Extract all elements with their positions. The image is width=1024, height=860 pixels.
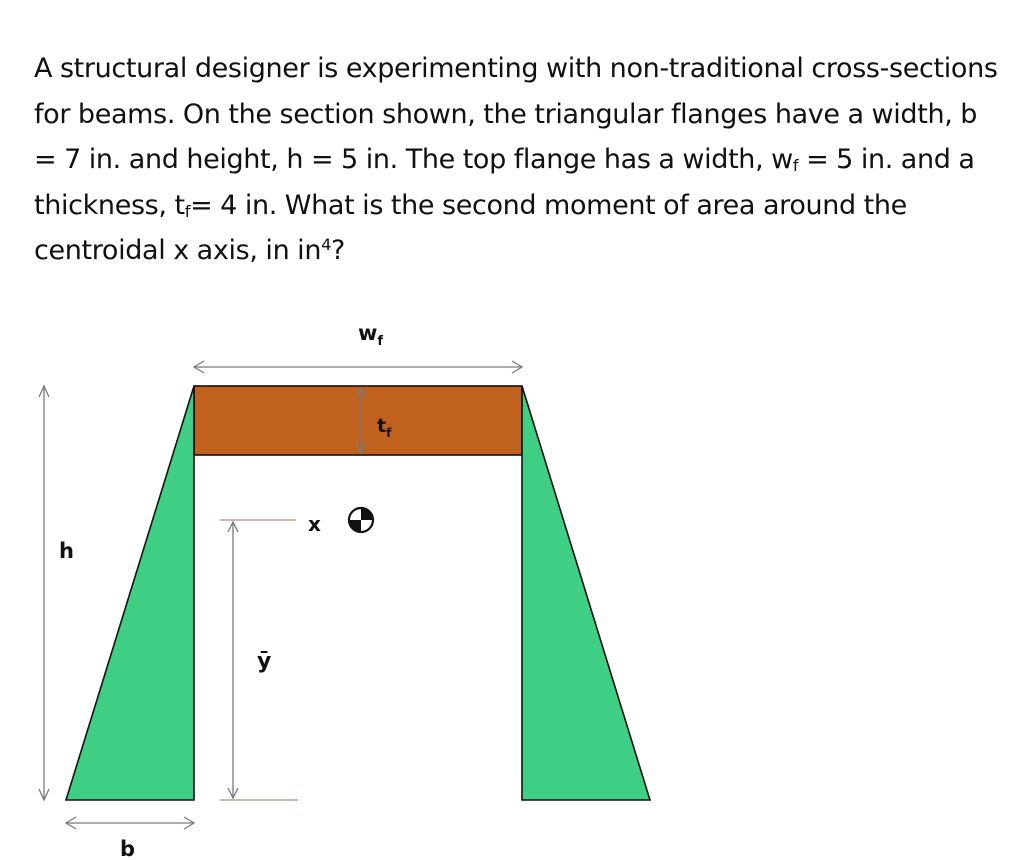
question-part-3: = 4 in. What is the second moment of area around the centroidal x axis, in in: [34, 189, 907, 266]
label-ybar: ȳ: [257, 649, 272, 674]
label-x: x: [308, 512, 321, 536]
h-dimension-arrow: [39, 386, 49, 800]
label-h: h: [59, 539, 74, 563]
question-part-4: ?: [331, 235, 346, 266]
right-triangular-flange: [522, 386, 650, 800]
left-triangular-flange: [66, 386, 194, 800]
top-flange: [194, 386, 522, 455]
label-b: b: [120, 837, 136, 860]
question-part-2: = 5 in. and a thickness, t: [34, 144, 975, 221]
tf-subscript: f: [184, 201, 191, 221]
label-wf: $w_f$: [358, 321, 384, 349]
wf-dimension-arrow: [194, 361, 522, 373]
exponent: 4: [321, 235, 332, 255]
centroid-symbol-icon: [349, 508, 373, 532]
question-part-1: A structural designer is experimenting with non-traditional cross-sections for beams. On the section shown, the triangular flanges have a width, b = 7 in. and height, h = 5 in. The top flange has a width, w: [34, 53, 998, 175]
b-dimension-arrow: [66, 817, 194, 829]
ybar-dimension-arrow: [228, 522, 238, 798]
label-tf: $t_f$: [377, 415, 392, 440]
wf-subscript: f: [792, 156, 799, 176]
